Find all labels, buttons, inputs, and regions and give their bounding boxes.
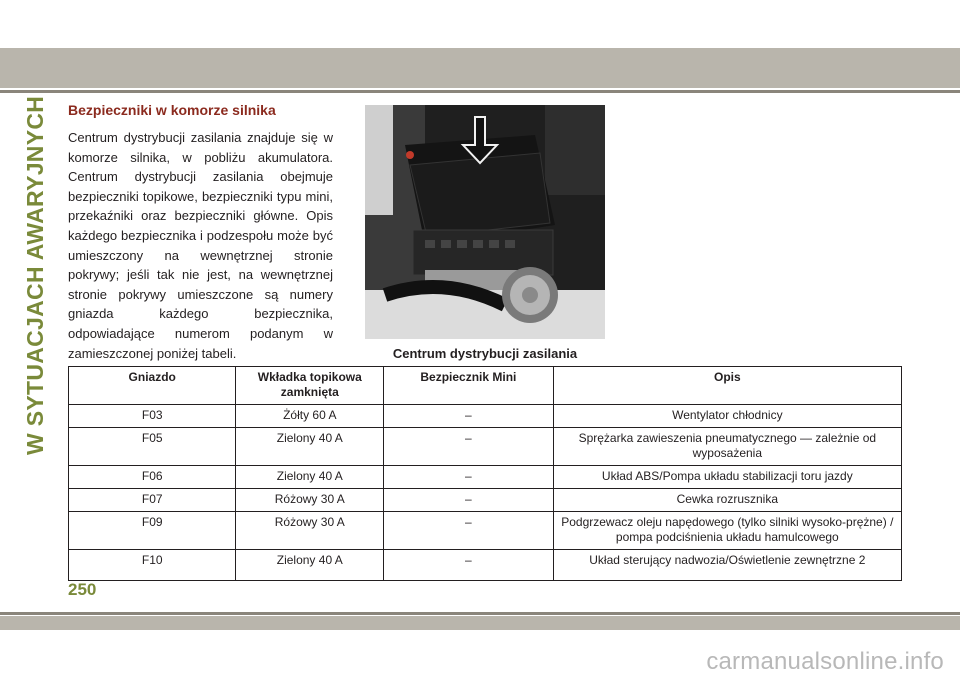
cell-mini: – (384, 550, 554, 581)
table-row (69, 550, 902, 581)
cell-slot: F03 (69, 405, 236, 428)
cell-slot: F10 (69, 550, 236, 581)
table-row (69, 489, 902, 512)
engine-compartment-photo (365, 105, 605, 339)
cell-cartridge: Różowy 30 A (236, 489, 384, 512)
cell-cartridge: Różowy 30 A (236, 512, 384, 550)
cell-cartridge: Zielony 40 A (236, 428, 384, 466)
cell-mini: – (384, 512, 554, 550)
cell-mini: – (384, 405, 554, 428)
cell-mini: – (384, 489, 554, 512)
header-rule (0, 90, 960, 93)
photo-caption: Centrum dystrybucji zasilania (392, 346, 578, 361)
cell-description: Układ sterujący nadwozia/Oświetlenie zewnętrzne 2 (553, 550, 901, 581)
page-number: 250 (68, 580, 97, 599)
cell-mini: – (384, 428, 554, 466)
header-description: Opis (553, 367, 901, 405)
cell-slot: F06 (69, 466, 236, 489)
cell-cartridge: Zielony 40 A (236, 466, 384, 489)
cell-slot: F09 (69, 512, 236, 550)
table-row (69, 405, 902, 428)
chapter-side-title: W SYTUACJACH AWARYJNYCH (22, 95, 48, 455)
cell-description: Podgrzewacz oleju napędowego (tylko silniki wysoko-prężne) / pompa podciśnienia układu hamulcowego (553, 512, 901, 550)
table-row (69, 428, 902, 466)
cell-slot: F05 (69, 428, 236, 466)
section-body-text: Centrum dystrybucji zasilania znajduje się w komorze silnika, w pobliżu akumulatora. Centrum dystrybucji zasilania obejmuje bezpieczniki topikowe, bezpieczniki typu mini, przekaźniki oraz bezpieczniki główne. Opis każdego bezpiecznika i podzespołu może być umieszczony na wewnętrznej stronie pokrywy; jeśli tak nie jest, na wewnętrznej stronie pokrywy umieszczone są numery gniazda każdego bezpiecznika, odpowiadające numerom podanym w zamieszczonej poniżej tabeli. (68, 130, 333, 361)
cell-description: Wentylator chłodnicy (553, 405, 901, 428)
header-mini-fuse: Bezpiecznik Mini (384, 367, 554, 405)
cell-description: Układ ABS/Pompa układu stabilizacji toru jazdy (553, 466, 901, 489)
cell-cartridge: Zielony 40 A (236, 550, 384, 581)
footer-rule (0, 612, 960, 615)
cell-slot: F07 (69, 489, 236, 512)
watermark-text: carmanualsonline.info (706, 648, 944, 675)
cell-mini: – (384, 466, 554, 489)
cell-description: Cewka rozrusznika (553, 489, 901, 512)
engine-photo-illustration (365, 105, 605, 339)
cell-cartridge: Żółty 60 A (236, 405, 384, 428)
fuse-table (68, 366, 902, 581)
header-band (0, 48, 960, 88)
cell-description: Sprężarka zawieszenia pneumatycznego — zależnie od wyposażenia (553, 428, 901, 466)
table-row (69, 466, 902, 489)
footer-band (0, 616, 960, 630)
table-header-row (69, 367, 902, 405)
header-cartridge-fuse: Wkładka topikowa zamknięta (236, 367, 384, 405)
table-row (69, 512, 902, 550)
section-heading: Bezpieczniki w komorze silnika (68, 102, 276, 118)
header-slot: Gniazdo (69, 367, 236, 405)
